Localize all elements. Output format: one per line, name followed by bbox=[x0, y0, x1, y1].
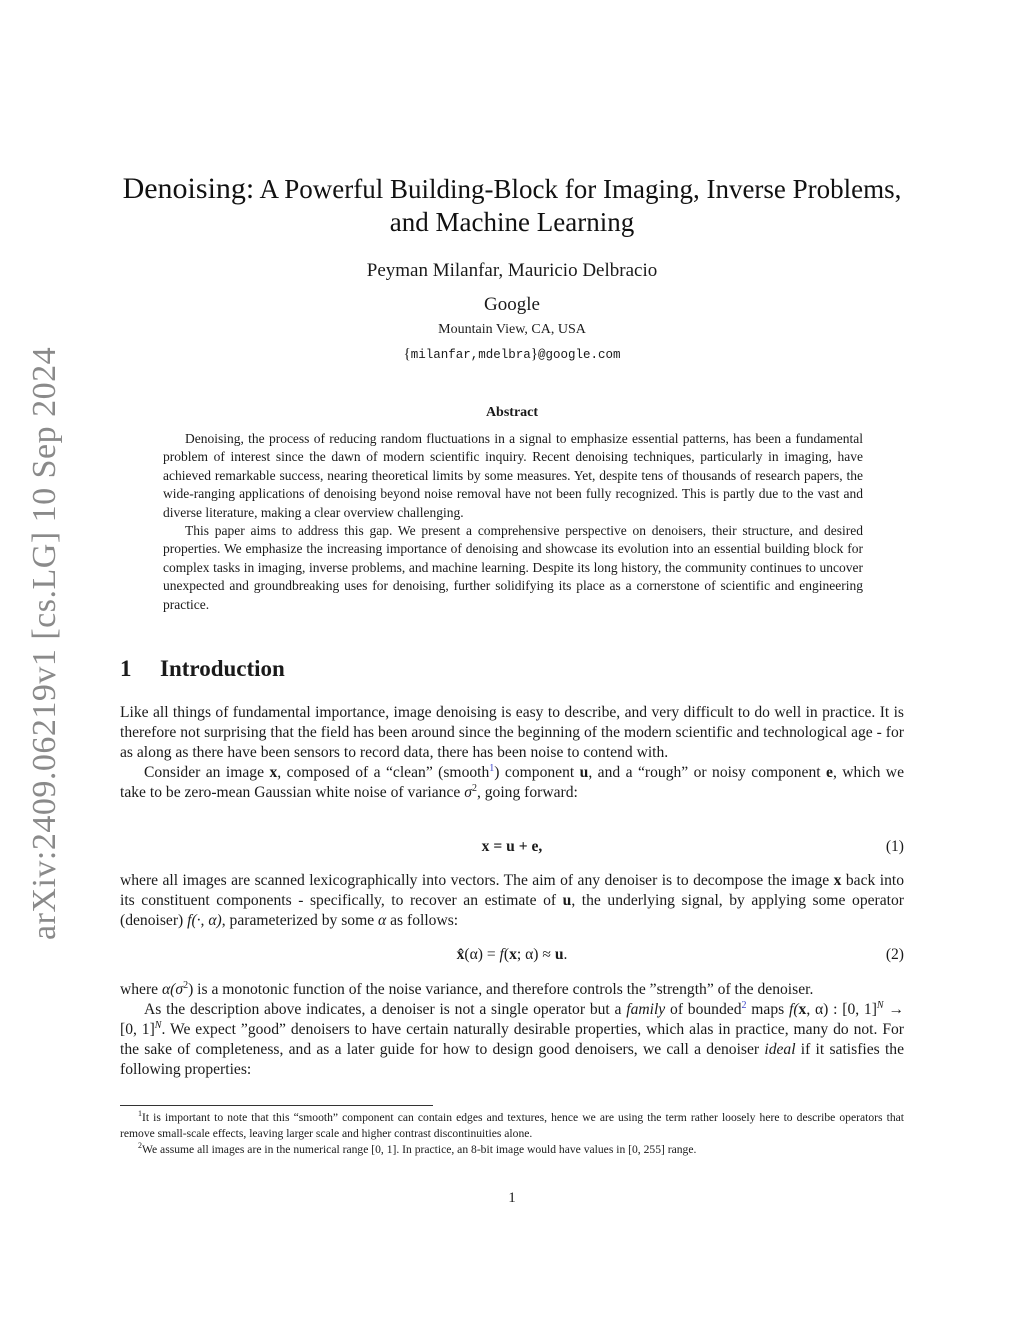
email-users: milanfar,mdelbra bbox=[410, 348, 531, 362]
intro-text-top bbox=[120, 703, 904, 803]
footnote-1-link[interactable]: 1 bbox=[489, 762, 495, 774]
footnotes bbox=[120, 1110, 904, 1158]
page-number: 1 bbox=[508, 1190, 516, 1206]
footnote-2-link[interactable]: 2 bbox=[741, 999, 747, 1011]
email-brace-open: { bbox=[403, 346, 411, 362]
intro-paragraph-3: where all images are scanned lexicographically into vectors. The aim of any denoiser is to decompose the image x back into its constituent components - specifically, to recover an estimate of u, the underlying signal, by applying some operator (denoiser) f(·, α), parameterized by some α as follows: bbox=[120, 872, 904, 929]
footnote-2: $^2$We assume all images are in the numerical range [0, 1]. In practice, an 8-bit image would have values in [0, 255] range. bbox=[138, 1141, 697, 1156]
footnote-divider bbox=[120, 1105, 433, 1106]
email-brace-close: } bbox=[530, 346, 538, 362]
intro-paragraph-4: where $\alpha(\sigma^2)$ is a monotonic function of the noise variance, and therefore controls the ”strength” of the denoiser. bbox=[120, 979, 814, 998]
location: Mountain View, CA, USA bbox=[438, 322, 586, 337]
intro-paragraph-2: Consider an image x, composed of a “clean” (smooth$^1$) component u, and a “rough” or noisy component e, which we take to be zero-mean Gaussian white noise of variance $\sigma^2$, going forward: bbox=[120, 762, 904, 801]
equation-1-number: (1) bbox=[885, 838, 904, 855]
email-domain: @google.com bbox=[537, 348, 621, 362]
abstract-paragraph-1: Denoising, the process of reducing random fluctuations in a signal to emphasize essential patterns, has been a fundamental problem of interest since the dawn of modern scientific inquiry. Recent denoising techniques, particularly in imaging, have achieved remarkable success, nearing theoretical limits by some measures. Yet, despite tens of thousands of research papers, the wide-ranging applications of denoising beyond noise removal have not been fully recognized. This is partly due to the vast and diverse literature, making a clear overview challenging. bbox=[163, 431, 863, 520]
author-list: Peyman Milanfar, Mauricio Delbracio bbox=[366, 260, 658, 281]
intro-paragraph-1: Like all things of fundamental importance, image denoising is easy to describe, and very difficult to do well in practice. It is therefore not surprising that the field has been around since the beginning of the modern scientific and technological age - for as along as there have been sensors to record data, there has been noise to contend with. bbox=[120, 704, 904, 761]
section-heading bbox=[120, 656, 285, 682]
paper-title bbox=[120, 172, 904, 239]
intro-paragraph-5: As the description above indicates, a denoiser is not a single operator but a family of bounded$^2$ maps f(x, α) : [0, 1]$^N$ → [0, 1]$^N$. We expect ”good” denoisers to have certain naturally desirable properties, which alas in practice, many do not. For the sake of completeness, and as a later guide for how to design good denoisers, we call a denoiser ideal if it satisfies the following properties: bbox=[120, 999, 904, 1078]
title-line2: and Machine Learning bbox=[389, 207, 635, 237]
section-number: 1 bbox=[120, 656, 132, 681]
arxiv-identifier: arXiv:2409.06219v1 [cs.LG] 10 Sep 2024 bbox=[26, 346, 63, 940]
abstract-body bbox=[163, 430, 863, 614]
footnote-1: $^1$It is important to note that this “smooth” component can contain edges and textures, hence we are using the term rather loosely here to describe operators that remove small-scale effects, leaving larger scale and higher contrast discontinuities alone. bbox=[120, 1109, 904, 1140]
equation-2-number: (2) bbox=[885, 946, 904, 963]
equation-2-expression: x̂(α) = f(x; α) ≈ u. bbox=[456, 946, 568, 963]
equation-1-expression: x = u + e, bbox=[481, 838, 543, 855]
section-title: Introduction bbox=[160, 656, 285, 681]
title-rest: A Powerful Building-Block for Imaging, Inverse Problems, bbox=[254, 174, 902, 204]
intro-text-bottom bbox=[120, 980, 904, 1080]
abstract-heading: Abstract bbox=[485, 405, 539, 420]
abstract-paragraph-2: This paper aims to address this gap. We present a comprehensive perspective on denoisers, their structure, and desired properties. We emphasize the increasing importance of denoising and showcase its evolution into an essential building block for complex tasks in imaging, inverse problems, and machine learning. Despite its long history, the community continues to uncover unexpected and groundbreaking uses for denoising, further solidifying its place as a cornerstone of scientific and engineering practice. bbox=[163, 523, 863, 612]
affiliation: Google bbox=[484, 294, 540, 315]
title-lead: Denoising: bbox=[122, 172, 255, 205]
author-emails bbox=[120, 346, 904, 363]
